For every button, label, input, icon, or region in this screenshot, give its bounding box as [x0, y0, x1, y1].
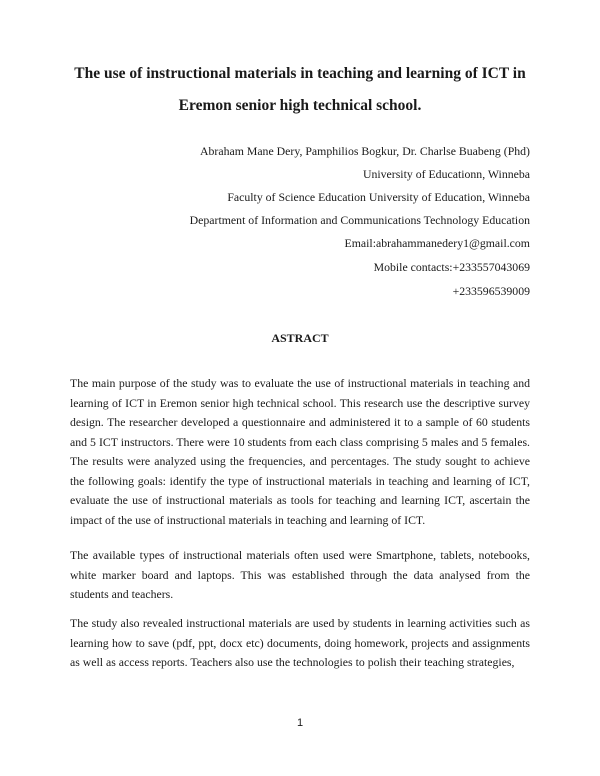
page-number: 1	[296, 717, 304, 729]
abstract-paragraph-2: The available types of instructional materials often used were Smartphone, tablets, notebooks, white marker board and laptops. This was established through the data analysed from the students and teachers.	[70, 548, 530, 601]
authors: Abraham Mane Dery, Pamphilios Bogkur, Dr. Charlse Buabeng (Phd)	[199, 144, 530, 158]
email: Email:abrahammanedery1@gmail.com	[344, 236, 530, 250]
abstract-paragraph-1: The main purpose of the study was to evaluate the use of instructional materials in teaching and learning of ICT in Eremon senior high technical school. This research use the descriptive survey design. The researcher developed a questionnaire and administered it to a sample of 60 students and 5 ICT instructors. There were 10 students from each class comprising 5 males and 5 females. The results were analyzed using the frequencies, and percentages. The study sought to achieve the following goals: identify the type of instructional materials in teaching and learning of ICT, evaluate the use of instructional materials as tools for teaching and learning ICT, ascertain the impact of the use of instructional materials in teaching and learning of ICT.	[70, 376, 530, 527]
university: University of Educationn, Winneba	[362, 167, 530, 181]
paper-title-line-2: Eremon senior high technical school.	[178, 97, 422, 114]
paper-title-line-1: The use of instructional materials in teaching and learning of ICT in	[74, 65, 526, 82]
mobile-contact-1: Mobile contacts:+233557043069	[373, 260, 530, 274]
faculty: Faculty of Science Education University of Education, Winneba	[227, 190, 530, 204]
abstract-paragraph-3: The study also revealed instructional materials are used by students in learning activities such as learning how to save (pdf, ppt, docx etc) documents, doing homework, projects and assignments as well as access reports. Teachers also use the technologies to polish their teaching strategies,	[70, 616, 530, 669]
department: Department of Information and Communications Technology Education	[189, 213, 530, 227]
mobile-contact-2: +233596539009	[452, 284, 530, 298]
abstract-heading: ASTRACT	[271, 331, 329, 345]
